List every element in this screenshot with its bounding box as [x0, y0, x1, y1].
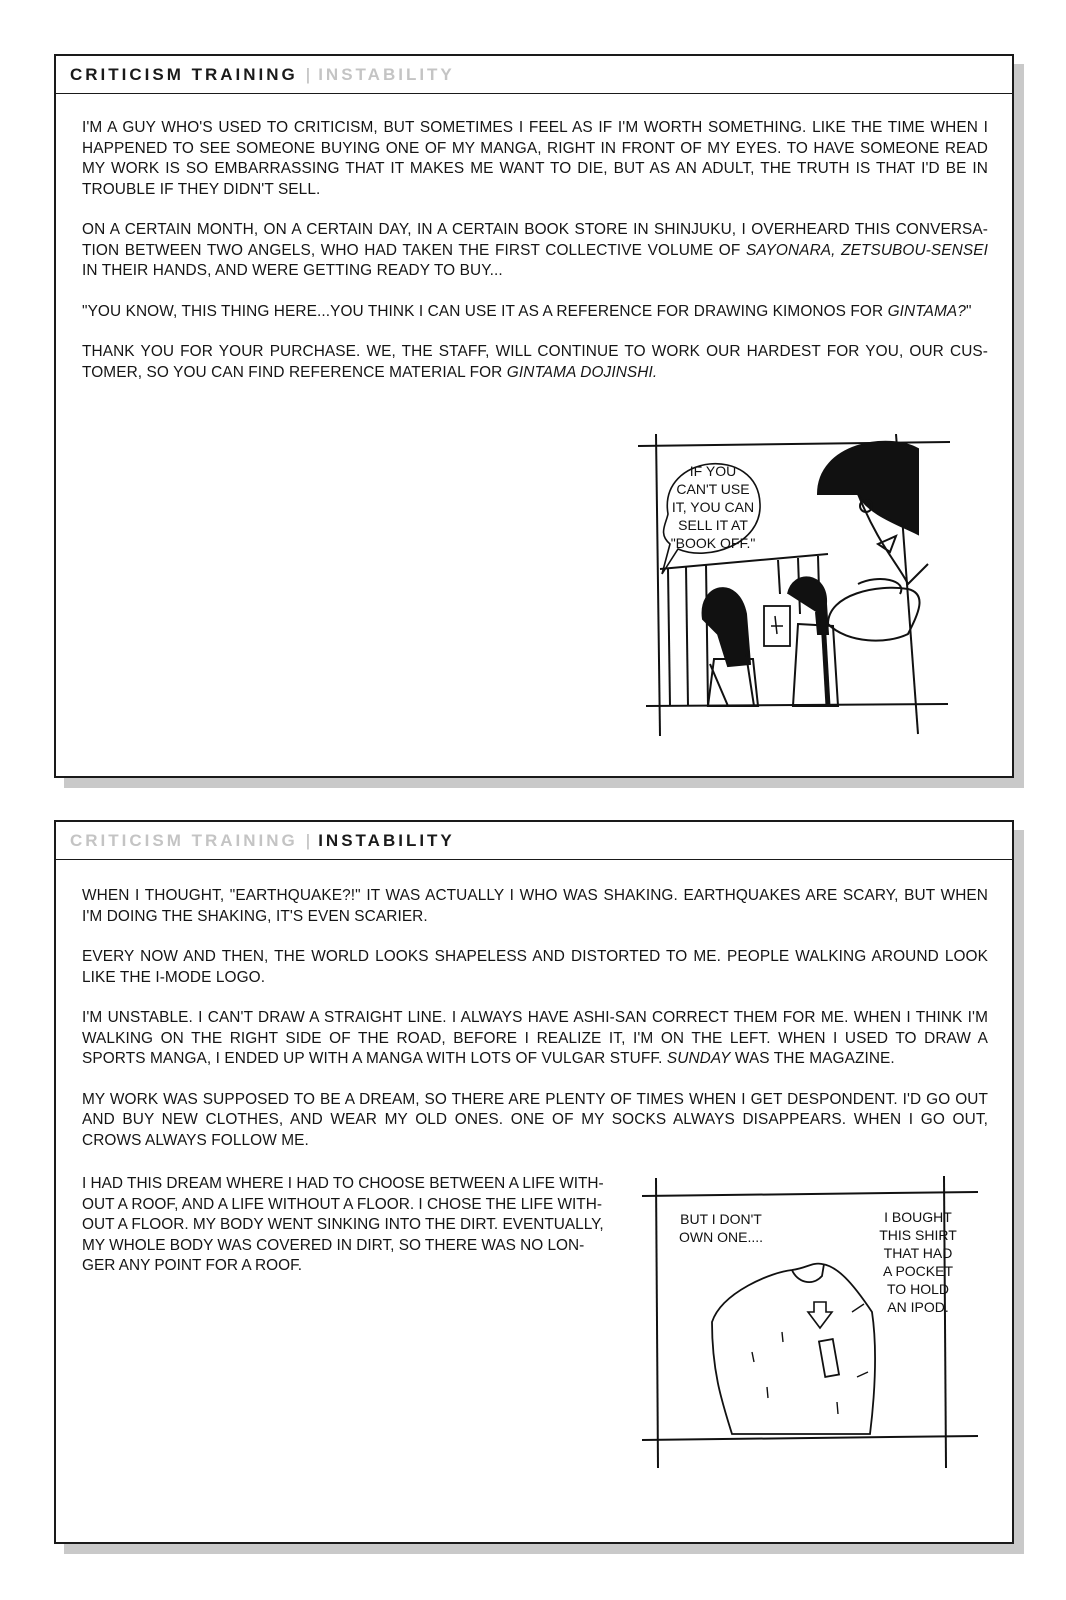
column-body: [82, 886, 988, 1171]
header-active-title: INSTABILITY: [318, 830, 455, 850]
column-panel-criticism-training: [54, 54, 1014, 778]
paragraph: THANK YOU FOR YOUR PURCHASE. WE, THE STAFF, WILL CONTINUE TO WORK OUR HARDEST FOR YOU, OUR CUS-TOMER, SO YOU CAN FIND REFERENCE MATERIAL FOR GINTAMA DOJINSHI.: [82, 343, 988, 381]
paragraph: MY WORK WAS SUPPOSED TO BE A DREAM, SO THERE ARE PLENTY OF TIMES WHEN I GET DESPONDENT. I'D GO OUT AND BUY NEW CLOTHES, AND WEAR MY OLD ONES. ONE OF MY SOCKS ALWAYS DISAPPEARS. WHEN I GO OUT, CROWS ALWAYS FOLLOW ME.: [82, 1090, 988, 1149]
header-inactive-title: CRITICISM TRAINING: [70, 830, 298, 850]
column-body: [82, 118, 988, 403]
panel-header: [56, 56, 1012, 94]
header-inactive-title: INSTABILITY: [318, 64, 455, 84]
bookstore-illustration: [628, 434, 958, 744]
manga-title: GINTAMA?: [887, 302, 966, 320]
paragraph: EVERY NOW AND THEN, THE WORLD LOOKS SHAPELESS AND DISTORTED TO ME. PEOPLE WALKING AROUND LOOK LIKE THE I-MODE LOGO.: [82, 948, 988, 986]
speech-bubble-right: I BOUGHT THIS SHIRT THAT HAD A POCKET TO HOLD AN IPOD.: [879, 1209, 957, 1315]
manga-title: SAYONARA, ZETSUBOU-SENSEI: [745, 241, 988, 259]
shirt-illustration: [642, 1172, 982, 1472]
speech-bubble-left: BUT I DON'T OWN ONE....: [679, 1211, 763, 1245]
header-separator: |: [305, 64, 311, 84]
paragraph: ON A CERTAIN MONTH, ON A CERTAIN DAY, IN A CERTAIN BOOK STORE IN SHINJUKU, I OVERHEARD THIS CONVERSA-TION BETWEEN TWO ANGELS, WHO HAD TAKEN THE FIRST COLLECTIVE VOLUME OF SAYONARA, ZETSUBOU-SENSEI IN THEIR HANDS, AND WERE GETTING READY TO BUY...: [82, 221, 988, 279]
paragraph: I'M A GUY WHO'S USED TO CRITICISM, BUT SOMETIMES I FEEL AS IF I'M WORTH SOMETHING. LIKE THE TIME WHEN I HAPPENED TO SEE SOMEONE BUYING ONE OF MY MANGA, RIGHT IN FRONT OF MY EYES. TO HAVE SOMEONE READ MY WORK IS SO EMBARRASSING THAT IT MAKES ME WANT TO DIE, BUT AS AN ADULT, THE TRUTH IS THAT I'D BE IN TROUBLE IF THEY DIDN'T SELL.: [82, 119, 988, 198]
speech-bubble-text: IF YOU CAN'T USE IT, YOU CAN SELL IT AT "BOOK OFF.": [670, 463, 756, 551]
panel-header: [56, 822, 1012, 860]
column-panel-instability: [54, 820, 1014, 1544]
magazine-title: SUNDAY: [666, 1050, 731, 1067]
header-separator: |: [305, 830, 311, 850]
header-active-title: CRITICISM TRAINING: [70, 64, 298, 84]
manga-title: GINTAMA DOJINSHI.: [506, 363, 658, 381]
paragraph: "YOU KNOW, THIS THING HERE...YOU THINK I CAN USE IT AS A REFERENCE FOR DRAWING KIMONOS FOR GINTAMA?": [82, 302, 972, 320]
paragraph: WHEN I THOUGHT, "EARTHQUAKE?!" IT WAS ACTUALLY I WHO WAS SHAKING. EARTHQUAKES ARE SCARY, BUT WHEN I'M DOING THE SHAKING, IT'S EVEN SCARIER.: [82, 887, 988, 925]
paragraph: I HAD THIS DREAM WHERE I HAD TO CHOOSE BETWEEN A LIFE WITH-OUT A ROOF, AND A LIFE WITHOUT A FLOOR. I CHOSE THE LIFE WITH-OUT A FLOOR. MY BODY WENT SINKING INTO THE DIRT. EVENTUALLY, MY WHOLE BODY WAS COVERED IN DIRT, SO THERE WAS NO LON-GER ANY POINT FOR A ROOF.: [82, 1175, 604, 1274]
paragraph: I'M UNSTABLE. I CAN'T DRAW A STRAIGHT LINE. I ALWAYS HAVE ASHI-SAN CORRECT THEM FOR ME. WHEN I THINK I'M WALKING ON THE RIGHT SIDE OF THE ROAD, BEFORE I REALIZE IT, I'M ON THE LEFT. WHEN I USED TO DRAW A SPORTS MANGA, I ENDED UP WITH A MANGA WITH LOTS OF VULGAR STUFF. SUNDAY WAS THE MAGAZINE.: [82, 1009, 988, 1067]
column-body-narrow: [82, 1174, 612, 1277]
